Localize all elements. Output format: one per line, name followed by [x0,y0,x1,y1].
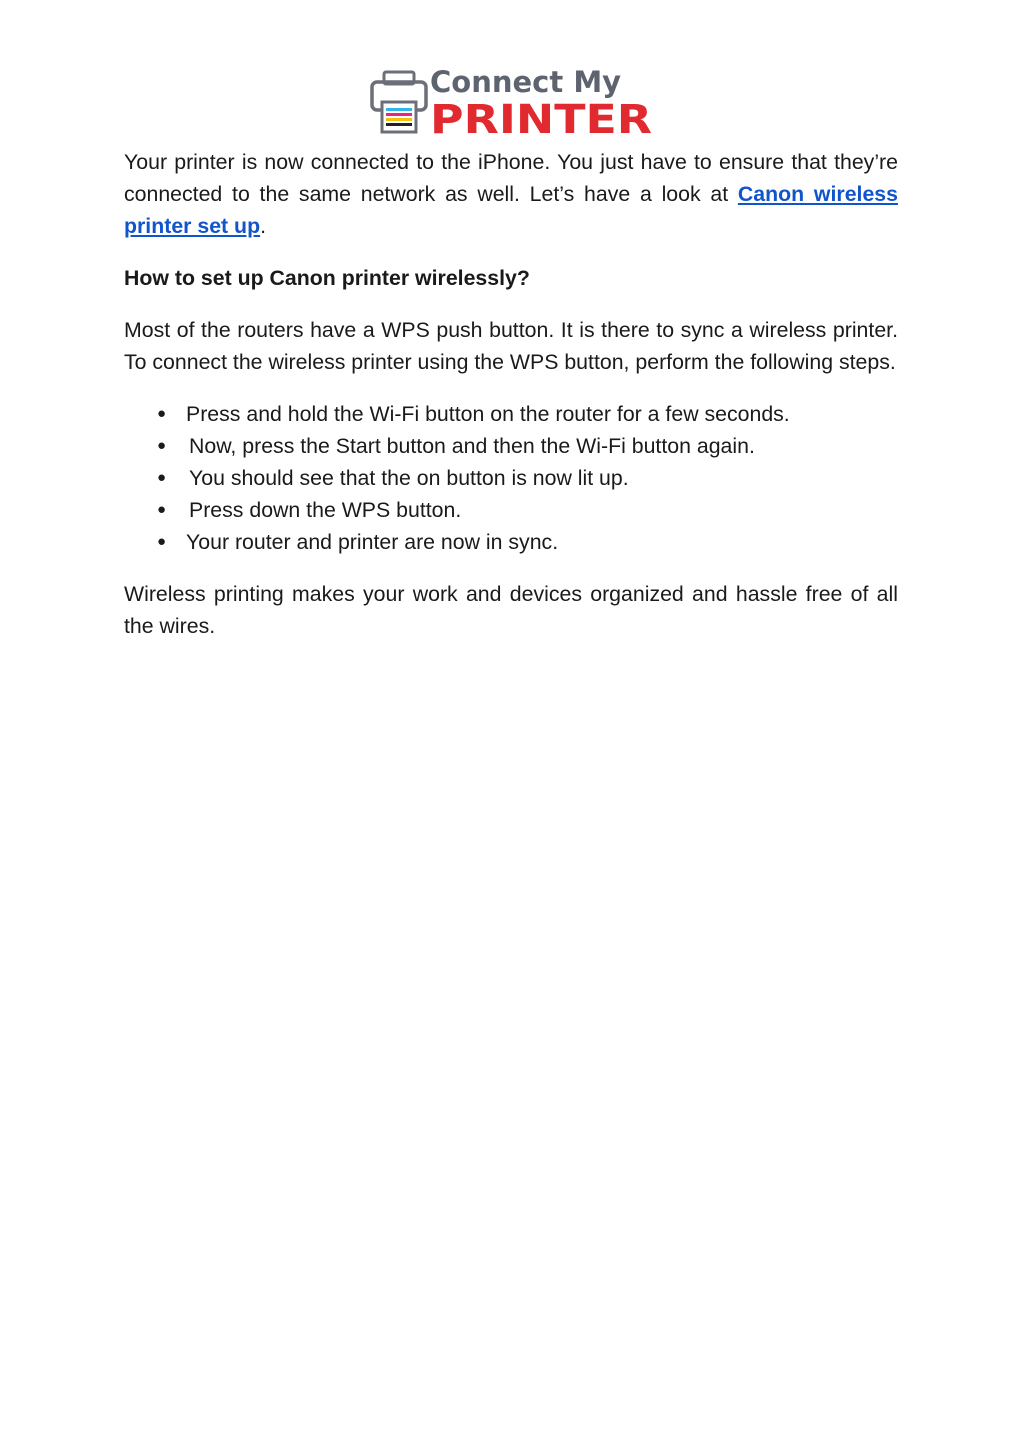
canon-setup-link[interactable]: Canon wireless printer set up [124,182,898,238]
list-item-text: Press down the WPS button. [189,498,462,522]
wps-paragraph: Most of the routers have a WPS push button. It is there to sync a wireless printer. To connect the wireless printer using the WPS button, perform the following steps. [124,318,898,374]
list-item [124,430,898,462]
bullet-icon: ● [157,437,167,454]
list-item-text: You should see that the on button is now lit up. [189,466,629,490]
bullet-icon: ● [157,533,167,550]
logo-graphic [370,66,654,138]
document-body [124,146,898,662]
list-item-text: Your router and printer are now in sync. [186,530,559,554]
section-heading: How to set up Canon printer wirelessly? [124,266,530,290]
steps-list [124,398,898,558]
logo-line2: PRINTER [430,97,652,138]
connect-my-printer-logo [370,66,654,138]
list-item [124,398,898,430]
list-item-text: Now, press the Start button and then the Wi-Fi button again. [189,434,755,458]
printer-icon [372,72,426,132]
closing-paragraph: Wireless printing makes your work and devices organized and hassle free of all the wires. [124,582,898,638]
list-item [124,526,898,558]
intro-period: . [260,214,267,238]
bullet-icon: ● [157,501,167,518]
intro-paragraph [124,146,898,242]
list-item [124,462,898,494]
bullet-icon: ● [157,405,167,422]
logo-line1: Connect My [430,66,622,99]
intro-text: Your printer is now connected to the iPhone. You just have to ensure that they’re connected to the same network as well. Let’s have a look at [124,150,898,206]
list-item [124,494,898,526]
list-item-text: Press and hold the Wi-Fi button on the router for a few seconds. [186,402,790,426]
bullet-icon: ● [157,469,167,486]
